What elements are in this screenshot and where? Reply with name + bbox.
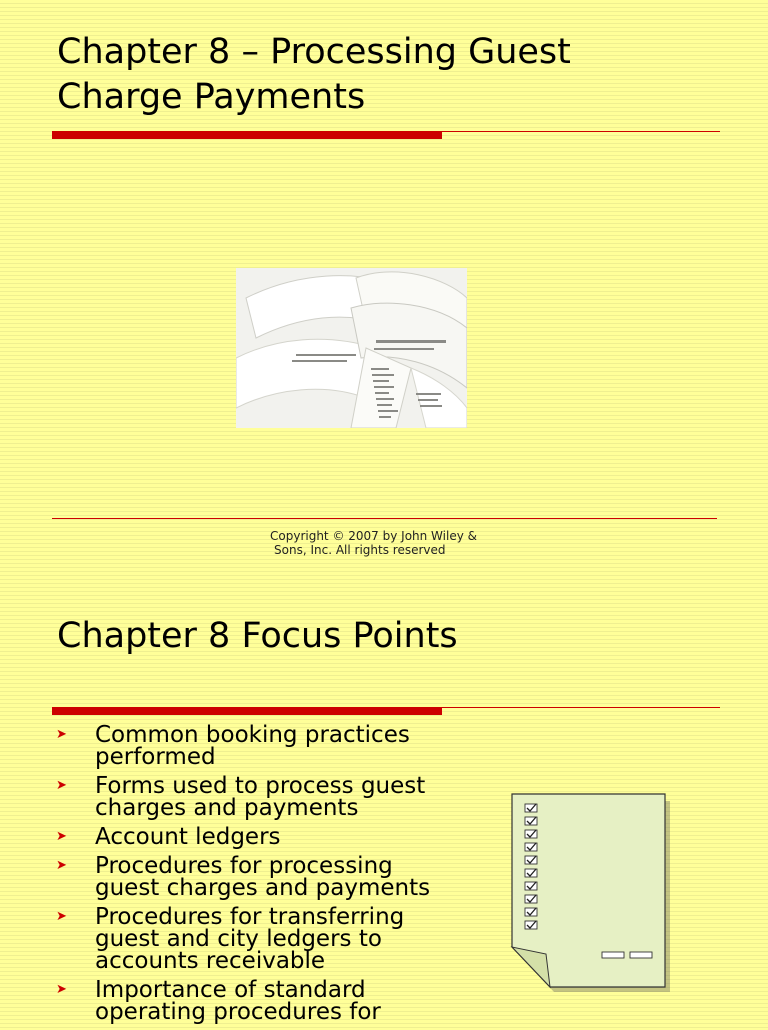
list-item: [52, 826, 452, 848]
title-rule-thick: [52, 707, 442, 715]
chevron-right-icon: ➤: [56, 909, 67, 924]
title-rule-thick: [52, 131, 442, 139]
slide-title: Chapter 8 Focus Points: [57, 616, 458, 656]
list-item-text: Common booking practices performed: [95, 722, 410, 770]
list-item: [52, 775, 452, 819]
list-item-text: Forms used to process guest charges and payments: [95, 773, 426, 821]
footer-line-2: Sons, Inc. All rights reserved: [274, 543, 446, 557]
checklist-icon: [510, 792, 670, 992]
list-item-text: Account ledgers: [95, 824, 281, 850]
list-item: [52, 724, 452, 768]
list-item: [52, 979, 452, 1023]
focus-points-list: [52, 724, 452, 1030]
list-item: [52, 855, 452, 899]
slide-2: [0, 580, 768, 1024]
list-item: [52, 906, 452, 972]
title-line-2: Charge Payments: [57, 77, 366, 117]
list-item-text: Procedures for processing guest charges and payments: [95, 853, 431, 901]
chevron-right-icon: ➤: [56, 727, 67, 742]
list-item-text: Importance of standard operating procedures for: [95, 977, 381, 1025]
chevron-right-icon: ➤: [56, 858, 67, 873]
chevron-right-icon: ➤: [56, 982, 67, 997]
receipt-tape-photo: [236, 268, 467, 428]
slide-title: [57, 30, 737, 120]
title-line-1: Chapter 8 – Processing Guest: [57, 32, 571, 72]
footer-rule: [52, 518, 717, 519]
chevron-right-icon: ➤: [56, 829, 67, 844]
list-item-text: Procedures for transferring guest and city ledgers to accounts receivable: [95, 904, 405, 974]
copyright-footer: [270, 529, 477, 557]
chevron-right-icon: ➤: [56, 778, 67, 793]
footer-line-1: Copyright © 2007 by John Wiley &: [270, 529, 477, 543]
